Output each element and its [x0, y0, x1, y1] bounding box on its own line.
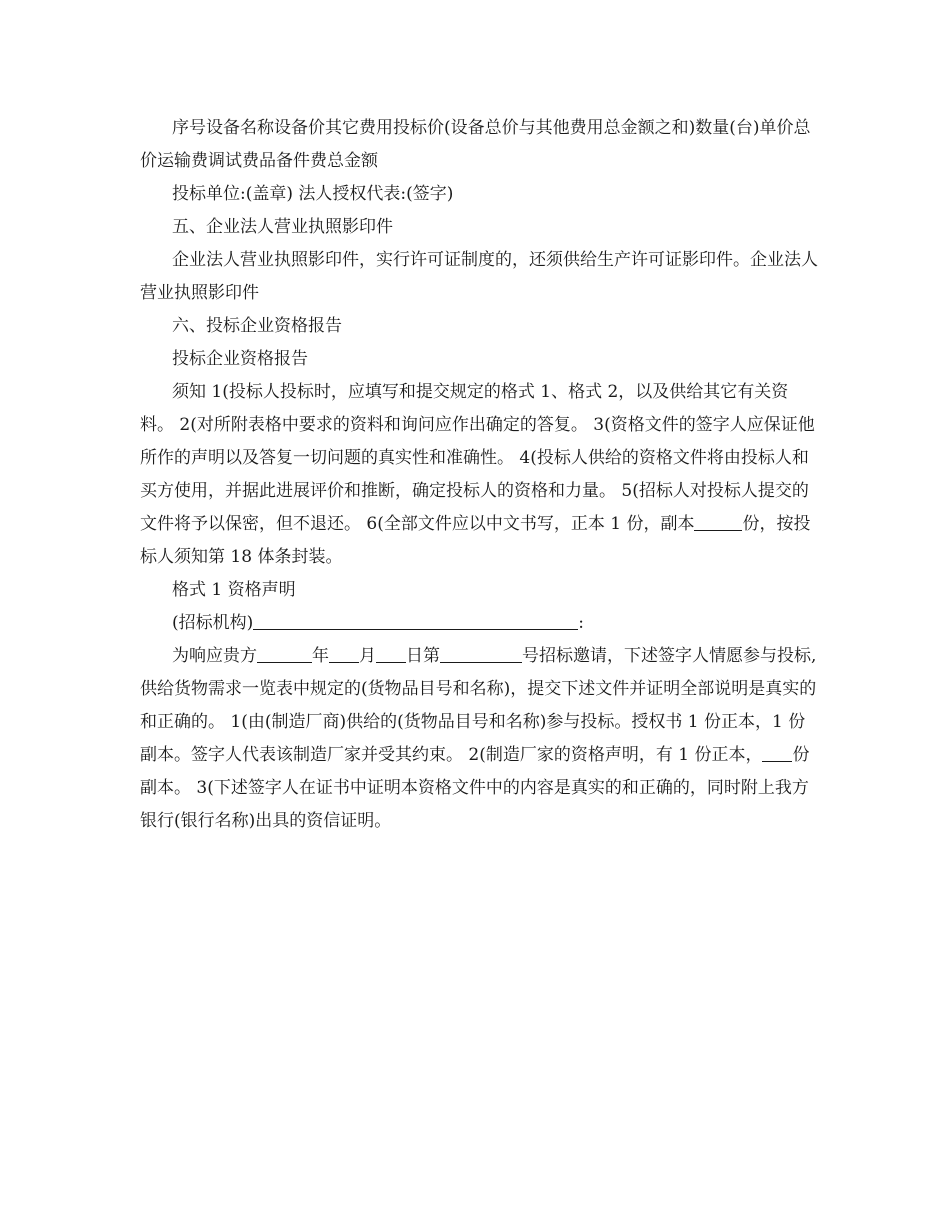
section-six-heading: 六、投标企业资格报告	[172, 316, 342, 336]
instructions-text: 须知 1(投标人投标时，应填写和提交规定的格式 1、格式 2，以及供给其它有关资料。 2(对所附表格中要求的资料和询问应作出确定的答复。 3(资格文件的签字人应保证他所作的声明以及答复一切问题的真实性和准确性。 4(投标人供给的资格文件将由投标人和买方使用，并据此进展评价和推断，确定投标人的资格和力量。 5(招标人对投标人提交的文件将予以保密，但不退还。 6(全部文件应以中文书写，正本 1 份，副本	[140, 382, 815, 534]
declaration-paragraph	[140, 640, 820, 838]
format-one-heading: 格式 1 资格声明	[172, 580, 296, 600]
declaration-text-4: 日第	[406, 646, 440, 666]
declaration-text-3: 月	[359, 646, 376, 666]
declaration-text-6: 份副本。 3(下述签字人在证书中证明本资格文件中的内容是真实的和正确的，同时附上我方银行(银行名称)出具的资信证明。	[140, 745, 810, 831]
month-blank	[329, 644, 359, 663]
addressee-colon: :	[578, 613, 584, 633]
year-blank	[257, 644, 312, 663]
day-blank	[376, 644, 406, 663]
declaration-text-1: 为响应贵方	[172, 646, 257, 666]
section-five-heading: 五、企业法人营业执照影印件	[172, 217, 393, 237]
declaration-text-2: 年	[312, 646, 329, 666]
addressee-label: (招标机构)	[172, 613, 254, 633]
bidder-signature-line: 投标单位:(盖章) 法人授权代表:(签字)	[172, 184, 454, 204]
copies-blank	[694, 512, 742, 531]
agency-name-blank	[253, 611, 578, 630]
price-table-header-text: 序号设备名称设备价其它费用投标价(设备总价与其他费用总金额之和)数量(台)单价总价运输费调试费品备件费总金额	[140, 118, 811, 171]
business-license-paragraph: 企业法人营业执照影印件，实行许可证制度的，还须供给生产许可证影印件。企业法人营业执照影印件	[140, 250, 818, 303]
instructions-text-end: 份，按投标人须知第 18 体条封装。	[140, 514, 811, 567]
copy-count-blank	[762, 743, 792, 762]
qualification-report-title: 投标企业资格报告	[172, 349, 308, 369]
instructions-paragraph	[140, 376, 820, 574]
declaration-text-5: 号招标邀请，下述签字人情愿参与投标,供给货物需求一览表中规定的(货物品目号和名称)，提交下述文件并证明全部说明是真实的和正确的。 1(由(制造厂商)供给的(货物品目号和名称)参与投标。授权书 1 份正本，1 份副本。签字人代表该制造厂家并受其约束。 2(制造厂家的资格声明，有 1 份正本，	[140, 646, 817, 765]
invitation-number-blank	[440, 644, 522, 663]
addressee-line	[140, 607, 820, 640]
